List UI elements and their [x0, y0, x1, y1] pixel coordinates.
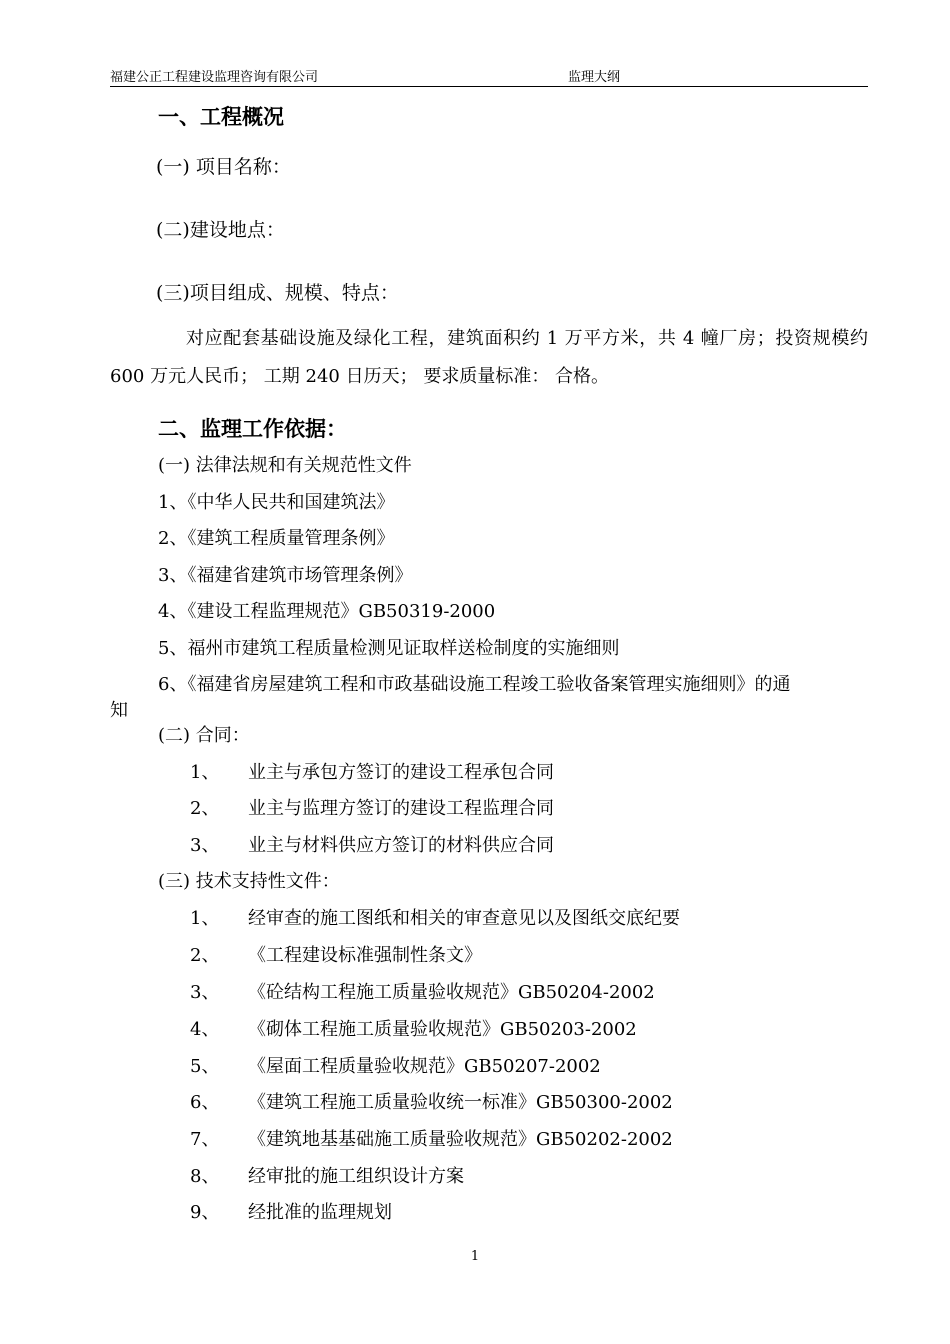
contracts-subsection-title: (二) 合同： [158, 725, 250, 746]
tech-number: 7、 [190, 1129, 220, 1150]
tech-number: 6、 [190, 1092, 220, 1113]
tech-item: 《砌体工程施工质量验收规范》GB50203-2002 [248, 1019, 637, 1040]
law-item: 4、《建设工程监理规范》GB50319-2000 [158, 601, 496, 622]
contract-item: 业主与监理方签订的建设工程监理合同 [248, 798, 554, 819]
project-name-item: (一) 项目名称： [156, 156, 291, 178]
contract-number: 2、 [190, 798, 220, 819]
location-item: (二)建设地点： [156, 219, 285, 241]
tech-item: 《屋面工程质量验收规范》GB50207-2002 [248, 1056, 601, 1077]
section1-title: 一、工程概况 [158, 105, 284, 129]
tech-number: 1、 [190, 908, 220, 929]
tech-item: 经审查的施工图纸和相关的审查意见以及图纸交底纪要 [248, 908, 680, 929]
section2-title: 二、监理工作依据： [158, 417, 347, 441]
tech-number: 3、 [190, 982, 220, 1003]
law-item-continuation: 知 [110, 700, 128, 721]
contract-item: 业主与承包方签订的建设工程承包合同 [248, 762, 554, 783]
tech-number: 5、 [190, 1056, 220, 1077]
header-doc-title: 监理大纲 [568, 70, 621, 85]
page-number: 1 [470, 1249, 480, 1264]
law-item: 3、《福建省建筑市场管理条例》 [158, 565, 413, 586]
tech-number: 4、 [190, 1019, 220, 1040]
technical-subsection-title: (三) 技术支持性文件： [158, 871, 340, 892]
law-item: 6、《福建省房屋建筑工程和市政基础设施工程竣工验收备案管理实施细则》的通 [158, 674, 791, 695]
composition-item: (三)项目组成、规模、特点： [156, 282, 399, 304]
law-item: 1、《中华人民共和国建筑法》 [158, 492, 395, 513]
laws-subsection-title: (一) 法律法规和有关规范性文件 [158, 455, 412, 476]
tech-item: 《建筑工程施工质量验收统一标准》GB50300-2002 [248, 1092, 673, 1113]
tech-item: 《建筑地基基础施工质量验收规范》GB50202-2002 [248, 1129, 673, 1150]
page-header [110, 66, 868, 87]
tech-number: 2、 [190, 945, 220, 966]
law-item: 2、《建筑工程质量管理条例》 [158, 528, 395, 549]
contract-item: 业主与材料供应方签订的材料供应合同 [248, 835, 554, 856]
tech-number: 8、 [190, 1166, 220, 1187]
project-description: 对应配套基础设施及绿化工程，建筑面积约 1 万平方米，共 4 幢厂房；投资规模约 600 万元人民币； 工期 240 日历天； 要求质量标准： 合格。 [110, 328, 868, 387]
law-item: 5、福州市建筑工程质量检测见证取样送检制度的实施细则 [158, 638, 620, 659]
tech-item: 《工程建设标准强制性条文》 [248, 945, 482, 966]
header-company: 福建公正工程建设监理咨询有限公司 [110, 70, 319, 85]
tech-number: 9、 [190, 1202, 220, 1223]
tech-item: 《砼结构工程施工质量验收规范》GB50204-2002 [248, 982, 655, 1003]
contract-number: 1、 [190, 762, 220, 783]
tech-item: 经批准的监理规划 [248, 1202, 392, 1223]
contract-number: 3、 [190, 835, 220, 856]
tech-item: 经审批的施工组织设计方案 [248, 1166, 464, 1187]
